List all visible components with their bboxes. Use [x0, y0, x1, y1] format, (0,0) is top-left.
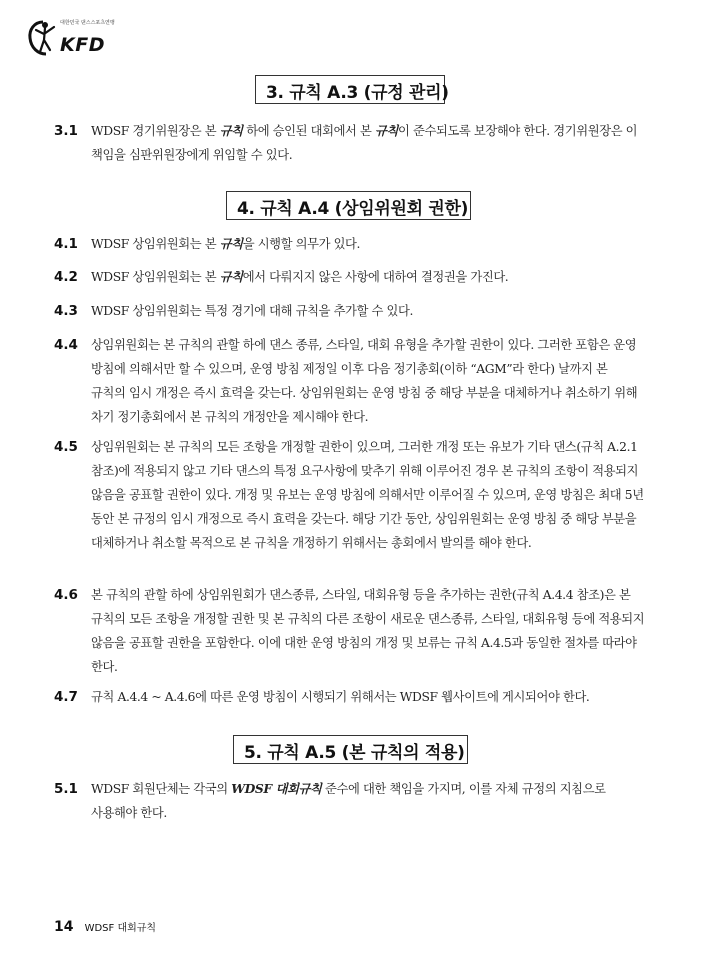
clause-text: 상임위원회는 본 규칙의 모든 조항을 개정할 권한이 있으며, 그러한 개정 또는 유보가 기타 댄스(규칙 A.2.1 참조)에 적용되지 않고 기타 댄스의 특정 요구사항에 맞추기 위해 이루어진 경우 본 규칙의 조항이 적용되지 않음을 공표할 권한이 있다. 개정 및 유보는 운영 방침에 의해서만 이루어질 수 있으며, 운영 방침은 최대 5년 동안 본 규정의 임시 개정으로 즉시 효력을 갖는다. 해당 기간 동안, 상임위원회는 운영 방침 중 해당 부분을 대체하거나 취소할 목적으로 본 규칙을 개정하기 위해서는 총회에서 발의를 해야 한다. [91, 440, 644, 550]
kfd-logo [26, 18, 136, 62]
clause-text: WDSF 상임위원회는 특정 경기에 대해 규칙을 추가할 수 있다. [91, 304, 413, 318]
page-footer [54, 916, 156, 935]
clause-number: 4.2 [54, 269, 78, 285]
clause-text: WDSF 상임위원회는 본 규칙에서 다뤄지지 않은 사항에 대하여 결정권을 가진다. [91, 269, 509, 284]
clause-number: 3.1 [54, 123, 78, 139]
clause-text: WDSF 상임위원회는 본 규칙을 시행할 의무가 있다. [91, 236, 361, 251]
clause-text: 규칙 A.4.4 ~ A.4.6에 따른 운영 방침이 시행되기 위해서는 WDSF 웹사이트에 게시되어야 한다. [91, 690, 590, 704]
clause-text: 본 규칙의 관할 하에 상임위원회가 댄스종류, 스타일, 대회유형 등을 추가하는 권한(규칙 A.4.4 참조)은 본 규칙의 모든 조항을 개정할 권한 및 본 규칙의 다른 조항이 새로운 댄스종류, 스타일, 대회유형 등에 적용되지 않음을 공표할 권한을 포함한다. 이에 대한 운영 방침의 개정 및 보류는 규칙 A.4.5과 동일한 절차를 따라야 한다. [91, 588, 645, 674]
clause-number: 5.1 [54, 781, 78, 797]
clause-number: 4.6 [54, 587, 78, 603]
clause-text: WDSF 경기위원장은 본 규칙 하에 승인된 대회에서 본 규칙이 준수되도록 보장해야 한다. 경기위원장은 이 책임을 심판위원장에게 위임할 수 있다. [91, 123, 638, 162]
org-name: 대한민국 댄스스포츠연맹 [60, 20, 115, 26]
section-4-title: 4. 규칙 A.4 (상임위원회 권한) [226, 191, 471, 220]
logo-wordmark: KFD [60, 34, 105, 56]
clause-number: 4.4 [54, 337, 78, 353]
dancer-emblem-icon [26, 18, 60, 58]
clause-number: 4.1 [54, 236, 78, 252]
clause-number: 4.7 [54, 689, 78, 705]
section-3-title: 3. 규칙 A.3 (규정 관리) [255, 75, 445, 104]
clause-number: 4.3 [54, 303, 78, 319]
clause-text: 상임위원회는 본 규칙의 관할 하에 댄스 종류, 스타일, 대회 유형을 추가할 권한이 있다. 그러한 포함은 운영 방침에 의해서만 할 수 있으며, 운영 방침 제정일 이후 다음 정기총회(이하 “AGM”라 한다) 날까지 본 규칙의 임시 개정은 즉시 효력을 갖는다. 상임위원회는 운영 방침 중 해당 부분을 대체하거나 취소하기 위해 차기 정기총회에서 본 규칙의 개정안을 제시해야 한다. [91, 338, 638, 424]
page-number: 14 [54, 919, 74, 935]
clause-number: 4.5 [54, 439, 78, 455]
footer-title: WDSF 대회규칙 [84, 923, 157, 934]
section-5-title: 5. 규칙 A.5 (본 규칙의 적용) [233, 735, 468, 764]
clause-text: WDSF 회원단체는 각국의 WDSF 대회규칙 준수에 대한 책임을 가지며, 이를 자체 규정의 지침으로 사용해야 한다. [91, 781, 606, 820]
